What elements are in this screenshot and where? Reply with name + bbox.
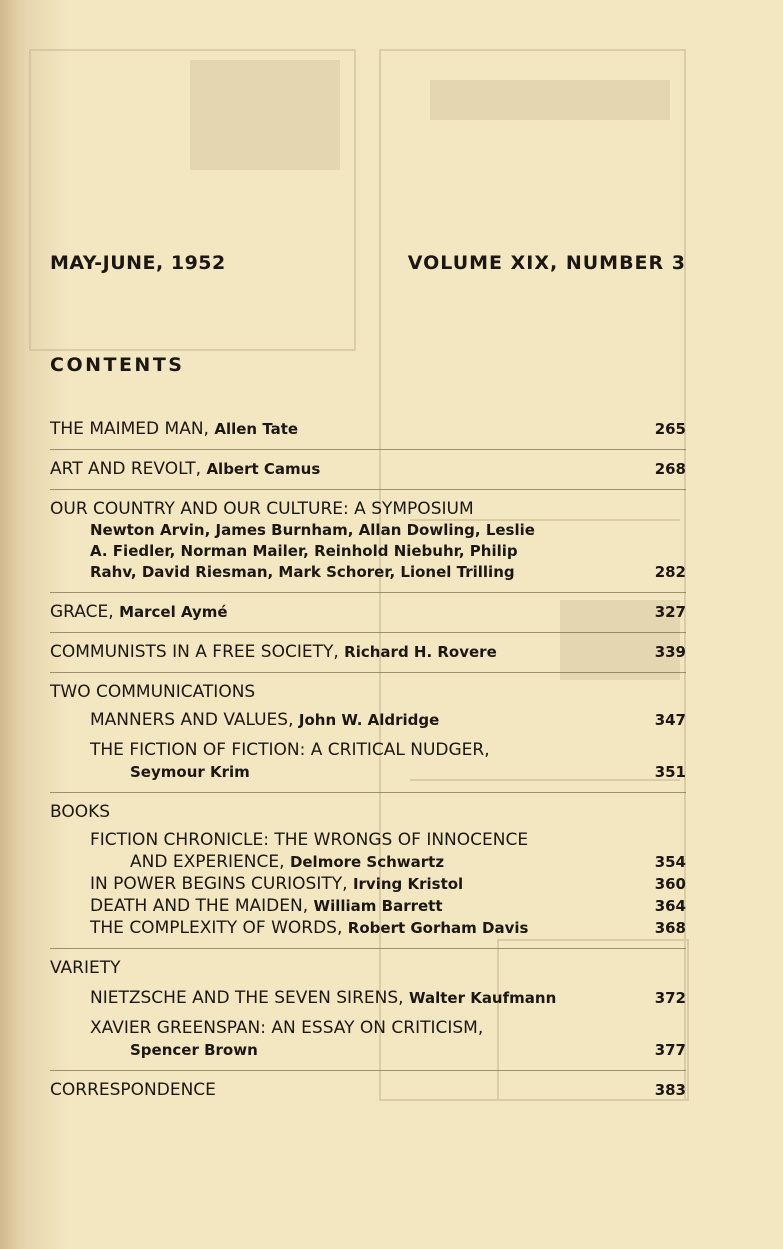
- authors-line: A. Fiedler, Norman Mailer, Reinhold Niebuhr, Philip: [90, 542, 518, 560]
- entry-author: John W. Aldridge: [298, 711, 440, 729]
- entry-title: THE FICTION OF FICTION: A CRITICAL NUDGER,: [90, 740, 490, 760]
- entry-title: MANNERS AND VALUES,: [90, 710, 294, 730]
- entry-title: NIETZSCHE AND THE SEVEN SIRENS,: [90, 988, 404, 1008]
- divider: [50, 1070, 686, 1071]
- divider: [50, 632, 686, 633]
- entry-page: 360: [654, 875, 686, 893]
- entry-author: Albert Camus: [206, 460, 321, 478]
- entry-title: OUR COUNTRY AND OUR CULTURE: A SYMPOSIUM: [50, 499, 474, 519]
- entry-title: IN POWER BEGINS CURIOSITY,: [90, 874, 348, 894]
- entry-page: 265: [654, 420, 686, 438]
- entry-page: 268: [654, 460, 686, 478]
- entry-page: 377: [654, 1041, 686, 1059]
- entry-author: Allen Tate: [214, 420, 299, 438]
- entry-title: CORRESPONDENCE: [50, 1080, 216, 1100]
- entry-page: 354: [654, 853, 686, 871]
- toc-entry: [90, 895, 686, 917]
- entry-page: 368: [654, 919, 686, 937]
- entry-title: XAVIER GREENSPAN: AN ESSAY ON CRITICISM,: [90, 1018, 484, 1038]
- section-heading: BOOKS: [50, 802, 111, 822]
- entry-author: Richard H. Rovere: [344, 643, 497, 661]
- entry-title: ART AND REVOLT,: [50, 459, 202, 479]
- toc-entry: [50, 641, 686, 663]
- divider: [50, 948, 686, 949]
- divider: [50, 672, 686, 673]
- toc-entry: [90, 1017, 686, 1061]
- entry-author: Seymour Krim: [130, 763, 250, 781]
- entry-author: William Barrett: [313, 897, 443, 915]
- contents-heading: CONTENTS: [50, 354, 185, 376]
- entry-author: Walter Kaufmann: [408, 989, 557, 1007]
- entry-page: 364: [654, 897, 686, 915]
- toc-entry: [90, 987, 686, 1009]
- volume-number: VOLUME XIX, NUMBER 3: [407, 252, 686, 274]
- entry-title: GRACE,: [50, 602, 114, 622]
- entry-author: Spencer Brown: [130, 1041, 258, 1059]
- entry-title: AND EXPERIENCE,: [130, 852, 285, 872]
- entry-title: COMMUNISTS IN A FREE SOCIETY,: [50, 642, 339, 662]
- entry-page: 347: [654, 711, 686, 729]
- entry-title: FICTION CHRONICLE: THE WRONGS OF INNOCENCE: [90, 830, 529, 850]
- toc-entry: [50, 601, 686, 623]
- entry-title-continuation: [130, 851, 626, 873]
- toc-entry: [90, 873, 686, 895]
- divider: [50, 792, 686, 793]
- section-heading: TWO COMMUNICATIONS: [50, 682, 256, 702]
- divider: [50, 449, 686, 450]
- toc-list: [50, 418, 686, 1101]
- toc-entry: [50, 418, 686, 440]
- toc-entry: [90, 739, 686, 783]
- entry-title: THE COMPLEXITY OF WORDS,: [90, 918, 343, 938]
- entry-authors: [90, 520, 626, 583]
- toc-entry: [90, 709, 686, 731]
- entry-title: DEATH AND THE MAIDEN,: [90, 896, 309, 916]
- toc-entry: [50, 498, 686, 583]
- entry-page: 372: [654, 989, 686, 1007]
- divider: [50, 489, 686, 490]
- toc-entry: [90, 829, 686, 873]
- entry-page: 339: [654, 643, 686, 661]
- entry-author: Marcel Aymé: [119, 603, 228, 621]
- entry-title: THE MAIMED MAN,: [50, 419, 209, 439]
- section-heading: VARIETY: [50, 958, 121, 978]
- masthead: [50, 252, 686, 282]
- entry-page: 383: [654, 1081, 686, 1099]
- issue-date: MAY-JUNE, 1952: [50, 252, 226, 274]
- entry-author: Delmore Schwartz: [289, 853, 445, 871]
- entry-page: 282: [654, 563, 686, 581]
- entry-page: 351: [654, 763, 686, 781]
- authors-line: Rahv, David Riesman, Mark Schorer, Lionel Trilling: [90, 563, 515, 581]
- entry-author: Robert Gorham Davis: [347, 919, 529, 937]
- toc-entry: [50, 458, 686, 480]
- toc-entry: [50, 1079, 686, 1101]
- entry-page: 327: [654, 603, 686, 621]
- authors-line: Newton Arvin, James Burnham, Allan Dowling, Leslie: [90, 521, 535, 539]
- entry-author: Irving Kristol: [352, 875, 464, 893]
- divider: [50, 592, 686, 593]
- toc-entry: [90, 917, 686, 939]
